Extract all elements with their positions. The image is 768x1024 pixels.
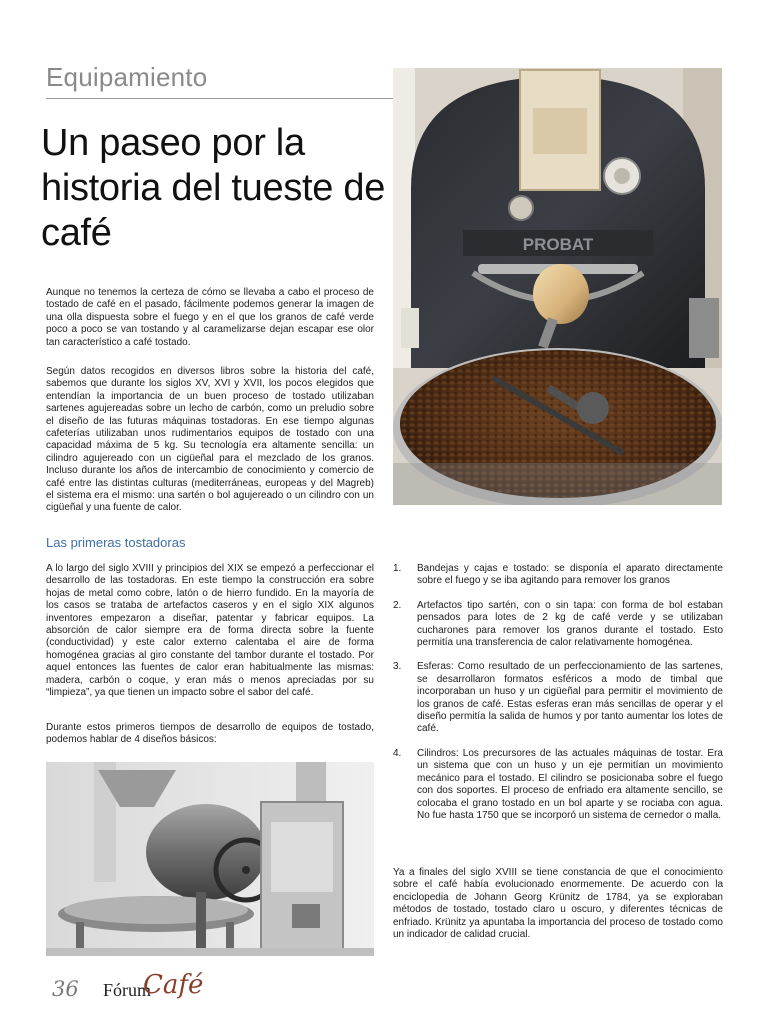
intro-paragraph-1: Aunque no tenemos la certeza de cómo se llevaba a cabo el proceso de tostado de café en el pasado, fácilmente podemos generar la imagen de una olla dispuesta sobre el fuego y en el que los granos de café verde poco a poco se van tostando y al caramelizarse dejan escapar ese olor tan característico a café tostado. [46,287,374,348]
page-number: 36 [52,977,79,1001]
section2-paragraph-2: Durante estos primeros tiempos de desarrollo de equipos de tostado, podemos hablar de 4 diseños básicos: [46,722,374,746]
list-item-number: 1. [393,563,402,574]
historic-roaster-illustration [46,762,374,956]
article-title: Un paseo por la historia del tueste de café [41,122,386,254]
subhead-primeras-tostadoras: Las primeras tostadoras [46,535,186,550]
section2-paragraph-1: A lo largo del siglo XVIII y principios del XIX se empezó a perfeccionar el desarrollo de las tostadoras. En este tiempo la construcción era sobre hojas de metal como cobre, latón o de hierro fundido. En la mayoría de los casos se trataba de artefactos caseros y en el siglo XIX algunos inventores empezaron a diseñar, patentar y fabricar equipos. La absorción de calor siempre era de forma directa sobre la fuente (conductividad) y este calor externo calentaba el aire de forma homogénea gracias al giro constante del tambor durante el tostado. Por aquel entonces las fuentes de calor eran habitualmente las mismas: madera, carbón o coque, y eran más o menos apreciadas por su “limpieza”, ya que tienen un impacto sobre el sabor del café. [46,563,374,699]
publication-logo-part1: Fórum [103,980,152,1000]
list-item-text: Bandejas y cajas e tostado: se disponía el aparato directamente sobre el fuego y se iba agitando para remover los granos [417,563,723,587]
list-item [393,600,723,650]
historic-roaster-photo [46,762,374,956]
list-item-number: 3. [393,661,402,673]
list-item-text: Cilindros: Los precursores de las actuales máquinas de tostar. Era un sistema que con un huso y un eje permitían un movimiento mecánico para el tostado. El cilindro se posicionaba sobre el fuego con dos soportes. El proceso de enfriado era altamente sencillo, se colocaba el grano tostado en un bol aparte y se rociaba con agua. No fue hasta 1750 que se incorporó un sistema de cernedor o malla. [417,747,723,821]
list-item-number: 4. [393,747,402,759]
list-item [393,748,723,822]
list-item-text: Esferas: Como resultado de un perfeccionamiento de las sartenes, se desarrollaron formatos esféricos a modo de timbal que incorporaban un huso y un cigüeñal para permitir el movimiento de los granos de café. Estas esferas eran más sencillas de operar y el diseño permitía la salida de humos y por tanto aumentar los lotes de café. [417,661,723,735]
list-item [393,661,723,735]
list-item-number: 2. [393,599,402,611]
section-label: Equipamiento [46,62,208,92]
brand-plate-text: PROBAT [522,235,594,254]
list-item-text: Artefactos tipo sartén, con o sin tapa: con forma de bol estaban pensados para lotes de 2 kg de café verde y se utilizaban cucharones para remover los granos durante el tostado. Esto permitía una transferencia de calor relativamente homogénea. [417,599,723,649]
closing-paragraph: Ya a finales del siglo XVIII se tiene constancia de que el conocimiento sobre el café había evolucionado enormemente. De acuerdo con la enciclopedia de Johann Georg Krünitz de 1784, ya se exploraban métodos de tostado, tostado claro u oscuro, y diferentes técnicas de enfriado. Krünitz ya apuntaba la importancia del proceso de tostado como un indicador de calidad crucial. [393,867,723,941]
section-divider [46,98,394,99]
roaster-illustration [393,68,722,505]
intro-paragraph-2: Según datos recogidos en diversos libros sobre la historia del café, sabemos que durante los siglos XV, XVI y XVII, los pocos elegidos que entendían la importancia de un buen proceso de tostado utilizaban sartenes agujereadas sobre un lecho de carbón, como un preludio sobre el diseño de las futuras máquinas tostadoras. En ese tiempo algunas cafeterías utilizaban unos rudimentarios equipos de tostado con una capacidad máxima de 5 kg. Su tecnología era altamente sencilla: un cilindro agujereado con un cigüeñal para el mezclado de los granos. Incluso durante los años de intercambio de conocimiento y comercio de café entre las distintas culturas (mediterráneas, europeas y del Magreb) el sistema era el mismo: una sartén o bol agujereado o un cilindro con un cigüeñal y una fuente de calor. [46,366,374,514]
design-list [393,563,723,834]
roaster-photo [393,68,722,505]
list-item [393,563,723,588]
publication-logo-part2: Café [143,970,204,1000]
